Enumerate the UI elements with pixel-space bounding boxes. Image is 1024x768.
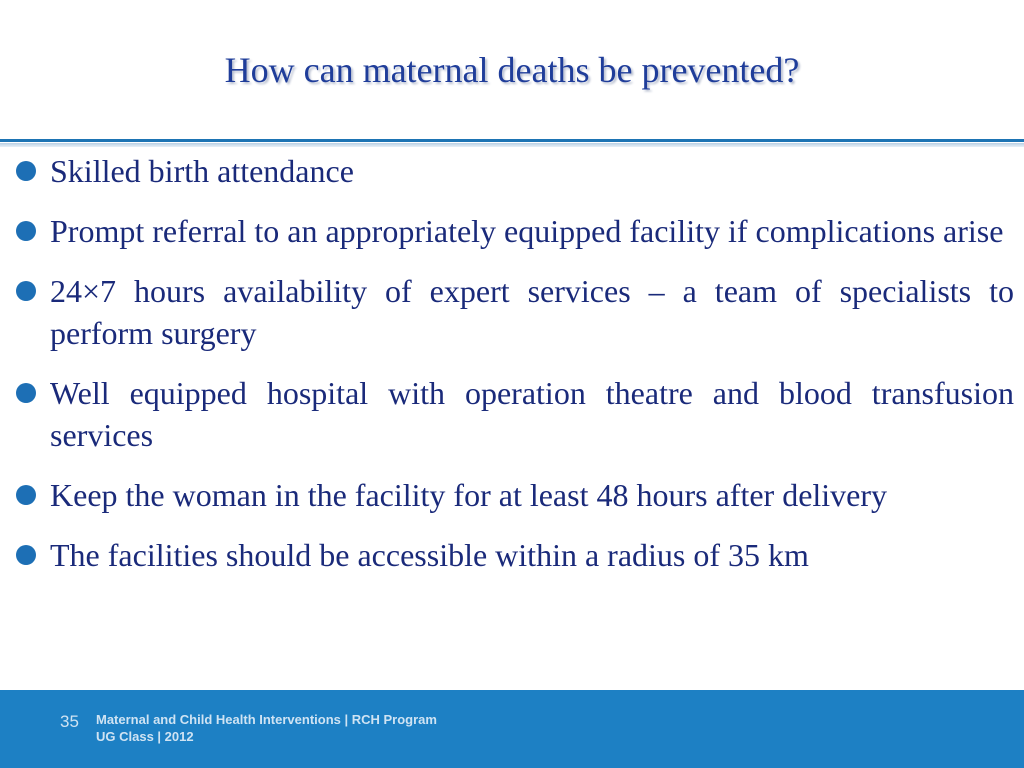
bullet-text: The facilities should be accessible within a radius of 35 km	[50, 537, 809, 573]
bullet-text: Well equipped hospital with operation theatre and blood transfusion services	[50, 375, 1014, 453]
bullet-text: Keep the woman in the facility for at least 48 hours after delivery	[50, 477, 888, 513]
bullet-text: Prompt referral to an appropriately equipped facility if complications arise	[50, 213, 1004, 249]
bullet-text: 24×7 hours availability of expert services – a team of specialists to perform surgery	[50, 273, 1014, 351]
bullet-item	[14, 270, 1014, 354]
bullet-item	[14, 474, 1014, 516]
bullet-item	[14, 150, 1014, 192]
footer-caption	[96, 711, 437, 745]
bullet-item	[14, 534, 1014, 576]
bullet-item	[14, 372, 1014, 456]
bullet-dot-icon	[16, 485, 36, 505]
footer-line-course: Maternal and Child Health Interventions | RCH Program	[96, 712, 437, 727]
bullet-list	[14, 150, 1014, 594]
title-divider	[0, 139, 1024, 147]
bullet-dot-icon	[16, 383, 36, 403]
bullet-dot-icon	[16, 281, 36, 301]
slide-footer	[0, 690, 1024, 768]
bullet-dot-icon	[16, 545, 36, 565]
bullet-dot-icon	[16, 161, 36, 181]
bullet-dot-icon	[16, 221, 36, 241]
bullet-item	[14, 210, 1014, 252]
page-number: 35	[60, 712, 79, 731]
slide-title: How can maternal deaths be prevented?	[224, 50, 800, 90]
bullet-text: Skilled birth attendance	[50, 153, 354, 189]
footer-line-class: UG Class | 2012	[96, 729, 194, 744]
